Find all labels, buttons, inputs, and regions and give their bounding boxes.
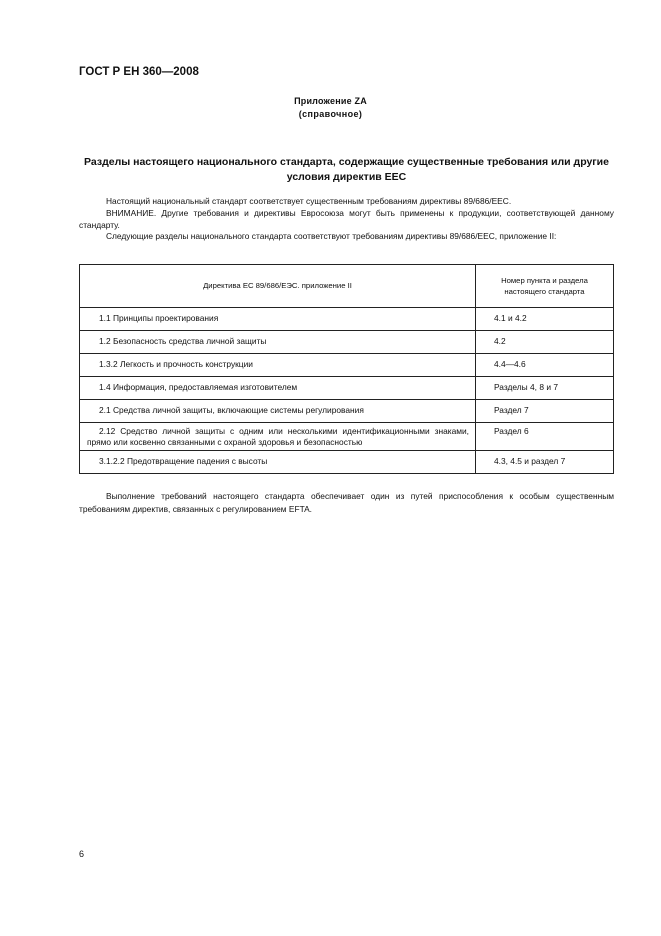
requirement-cell: 3.1.2.2 Предотвращение падения с высоты [80, 451, 476, 474]
closing-paragraph: Выполнение требований настоящего стандарта обеспечивает один из путей приспособления к особым существенным требованиям директив, связанных с регулированием EFTA. [79, 491, 614, 514]
table-row [80, 451, 614, 474]
table-row [80, 354, 614, 377]
table-row [80, 377, 614, 400]
closing-text [79, 490, 614, 515]
column-header-clauses: Номер пункта и раздела настоящего стандарта [476, 265, 614, 308]
requirement-cell: 1.4 Информация, предоставляемая изготовителем [80, 377, 476, 400]
requirement-cell: 1.1 Принципы проектирования [80, 308, 476, 331]
annex-label: Приложение ZA [294, 96, 367, 106]
annex-status: (справочное) [298, 109, 363, 119]
warning-paragraph: ВНИМАНИЕ. Другие требования и директивы Евросоюза могут быть применены к продукции, соответствующей данному стандарту. [79, 207, 614, 230]
table-row [80, 308, 614, 331]
document-code: ГОСТ Р ЕН 360—2008 [79, 66, 199, 78]
table-row [80, 331, 614, 354]
annex-title: Разделы настоящего национального стандарта, содержащие существенные требования или другие условия директив ЕЕС [84, 156, 609, 183]
intro-text [79, 196, 614, 243]
intro-paragraph: Настоящий национальный стандарт соответствует существенным требованиям директивы 89/686/EEC. [106, 196, 512, 206]
clauses-cell: Раздел 6 [476, 423, 614, 451]
page-number: 6 [79, 849, 85, 859]
clauses-cell: 4.4—4.6 [476, 354, 614, 377]
correspondence-table [79, 264, 614, 474]
requirement-cell: 2.1 Средства личной защиты, включающие системы регулирования [80, 400, 476, 423]
clauses-cell: 4.1 и 4.2 [476, 308, 614, 331]
requirement-cell: 2.12 Средство личной защиты с одним или несколькими идентификационными знаками, прямо или косвенно связанными с охраной здоровья и безопасностью [80, 423, 476, 451]
clauses-cell: Разделы 4, 8 и 7 [476, 377, 614, 400]
table-row [80, 423, 614, 451]
requirement-cell: 1.3.2 Легкость и прочность конструкции [80, 354, 476, 377]
annex-heading [0, 95, 661, 121]
table-header-row [80, 265, 614, 308]
requirement-cell: 1.2 Безопасность средства личной защиты [80, 331, 476, 354]
column-header-directive: Директива ЕС 89/686/ЕЭС. приложение II [80, 265, 476, 308]
clauses-cell: 4.3, 4.5 и раздел 7 [476, 451, 614, 474]
clauses-cell: Раздел 7 [476, 400, 614, 423]
intro-paragraph: Следующие разделы национального стандарта соответствуют требованиям директивы 89/686/EEC, приложение II: [106, 231, 557, 242]
clauses-cell: 4.2 [476, 331, 614, 354]
table-row [80, 400, 614, 423]
